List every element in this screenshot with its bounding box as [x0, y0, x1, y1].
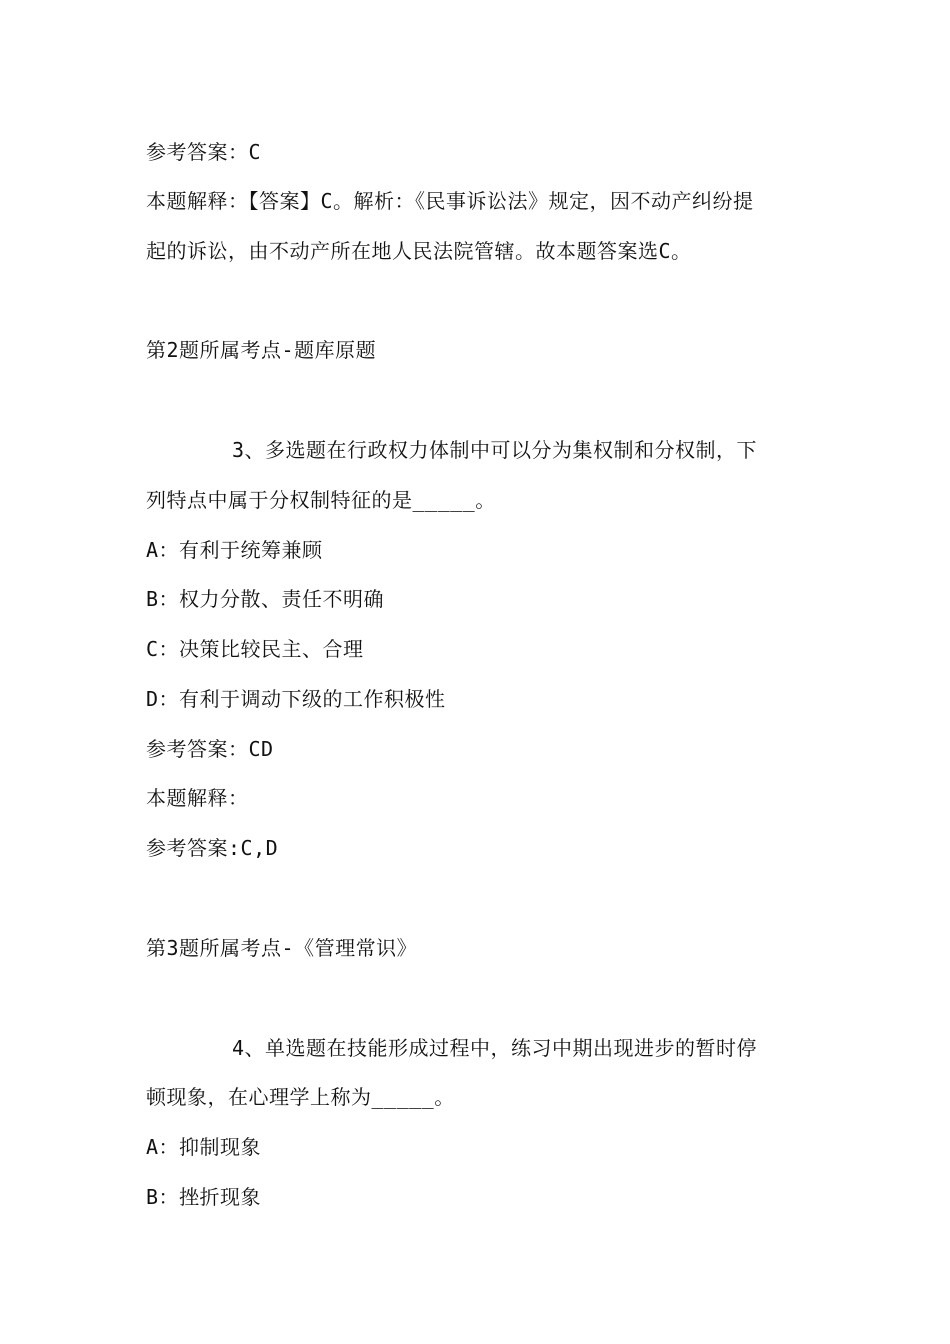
q3-option-c: C：决策比较民主、合理: [146, 637, 364, 661]
q2-section-heading: 第2题所属考点-题库原题: [146, 338, 377, 362]
q3-option-b: B：权力分散、责任不明确: [146, 587, 385, 611]
q3-option-a: A：有利于统筹兼顾: [146, 538, 323, 562]
q3-option-d: D：有利于调动下级的工作积极性: [146, 687, 446, 711]
q4-stem-line1: 4、单选题在技能形成过程中，练习中期出现进步的暂时停: [232, 1036, 758, 1060]
q3-answer-2: 参考答案:C,D: [146, 836, 279, 860]
q3-explanation: 本题解释：: [146, 786, 249, 810]
q4-option-b: B：挫折现象: [146, 1185, 262, 1209]
q4-stem-line2: 顿现象，在心理学上称为_____。: [146, 1085, 455, 1109]
q2-answer: 参考答案：C: [146, 140, 262, 164]
q4-option-a: A：抑制现象: [146, 1135, 262, 1159]
q3-stem-line2: 列特点中属于分权制特征的是_____。: [146, 488, 496, 512]
q2-explanation-line2: 起的诉讼，由不动产所在地人民法院管辖。故本题答案选C。: [146, 239, 692, 263]
q3-answer: 参考答案：CD: [146, 737, 274, 761]
q2-explanation-line1: 本题解释：【答案】C。解析：《民事诉讼法》规定，因不动产纠纷提: [146, 189, 754, 213]
q3-stem-line1: 3、多选题在行政权力体制中可以分为集权制和分权制，下: [232, 438, 758, 462]
q3-section-heading: 第3题所属考点-《管理常识》: [146, 936, 418, 960]
